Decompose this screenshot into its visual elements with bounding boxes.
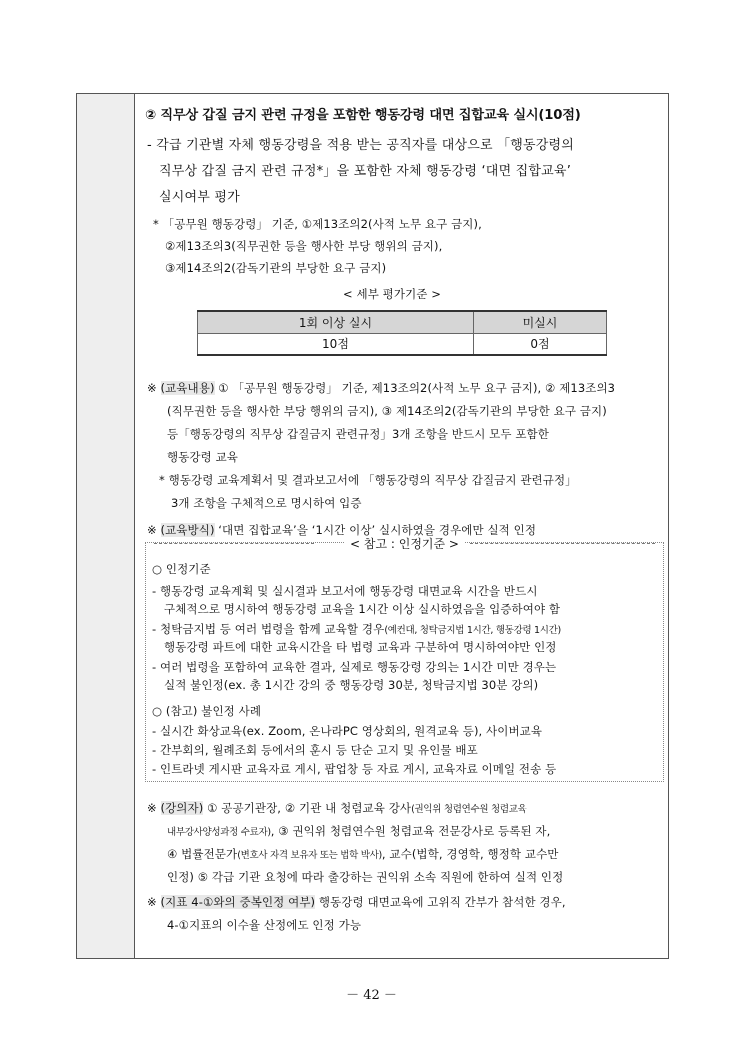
criteria-value-implemented: 10점 [198,333,474,355]
criteria-value-not-implemented: 0점 [473,333,606,355]
criteria-value-row [198,333,607,355]
reference-title-wrap [146,535,663,552]
recognized-line-3 [152,621,561,637]
page-number: － 42 － [346,988,397,1003]
recognized-line-4: 행동강령 파트에 대한 교육시간을 타 법령 교육과 구분하여 명시하여야만 인정 [164,640,557,654]
footnote-line-1: * 「공무원 행동강령」 기준, ①제13조의2(사적 노무 요구 금지), [153,217,482,231]
lecturer-line-4: 인정) ⑤ 각급 기관 요청에 따라 출강하는 권익위 소속 직원에 한하여 실적 인정 [167,870,564,884]
edu-content-line-1 [147,380,615,396]
edu-content-note-1: * 행동강령 교육계획서 및 결과보고서에 「행동강령의 직무상 갑질금지 관련규정」 [159,473,577,487]
section-title: ② 직무상 갑질 금지 관련 규정을 포함한 행동강령 대면 집합교육 실시(10점) [145,108,581,123]
edu-method-text: ‘대면 집합교육’을 ‘1시간 이상’ 실시하였을 경우에만 실적 인정 [218,523,537,537]
intro-line-1: - 각급 기관별 자체 행동강령을 적용 받는 공직자를 대상으로 「행동강령의 [147,138,575,153]
duplicate-label: (지표 4-①와의 중복인정 여부) [160,895,316,909]
lecturer-mark: ※ [147,801,157,815]
criteria-caption: < 세부 평가기준 > [343,287,441,301]
lecturer-line-1 [147,800,527,816]
duplicate-text-1: 행동강령 대면교육에 고위직 간부가 참석한 경우, [318,895,566,909]
criteria-header-row [198,311,607,333]
lecturer-text-2-paren: 내부강사양성과정 수료자) [167,827,271,838]
left-label-column [77,94,135,958]
edu-content-line-3: 등「행동강령의 직무상 갑질금지 관련규정」3개 조항을 반드시 모두 포함한 [167,427,549,441]
unrecognized-line-2: - 간부회의, 월례조회 등에서의 훈시 등 단순 고지 및 유인물 배포 [152,743,478,757]
unrecognized-line-1: - 실시간 화상교육(ex. Zoom, 온나라PC 영상회의, 원격교육 등), 사이버교육 [152,724,543,738]
duplicate-line-1 [147,894,566,910]
lecturer-text-3: ④ 법률전문가 [167,847,238,861]
recognized-line-3-example: (예컨대, 청탁금지법 1시간, 행동강령 1시간) [384,625,561,636]
lecturer-label: (강의자) [160,801,204,815]
unrecognized-heading: ○ (참고) 불인정 사례 [152,704,262,718]
criteria-header-not-implemented: 미실시 [473,311,606,333]
recognized-line-3-text: - 청탁금지법 등 여러 법령을 함께 교육할 경우 [152,622,385,636]
lecturer-text-3-paren: (변호사 자격 보유자 또는 법학 박사) [237,850,382,861]
duplicate-line-2: 4-①지표의 이수율 산정에도 인정 가능 [167,918,362,932]
unrecognized-line-3: - 인트라넷 게시판 교육자료 게시, 팝업창 등 자료 게시, 교육자료 이메일 전송 등 [152,762,557,776]
edu-content-text-1: ① 「공무원 행동강령」 기준, 제13조의2(사적 노무 요구 금지), ② 제13조의3 [218,381,616,395]
edu-content-note-2: 3개 조항을 구체적으로 명시하여 입증 [171,496,362,510]
lecturer-text-1-paren: (권익위 청렴연수원 청렴교육 [411,804,527,815]
recognized-line-1: - 행동강령 교육계획 및 실시결과 보고서에 행동강령 대면교육 시간을 반드시 [152,584,538,598]
edu-method-mark: ※ [147,523,157,537]
recognized-line-6: 실적 불인정(ex. 총 1시간 강의 중 행동강령 30분, 청탁금지법 30분 강의) [164,678,539,692]
lecturer-text-3-tail: , 교수(법학, 경영학, 행정학 교수만 [381,847,559,861]
reference-box [145,537,664,782]
footnote-line-2: ②제13조의3(직무권한 등을 행사한 부당 행위의 금지), [165,239,443,253]
lecturer-line-2 [167,823,550,839]
content-area [145,94,662,958]
intro-line-3: 실시여부 평가 [159,190,240,205]
criteria-table [197,310,607,356]
recognized-heading: ○ 인정기준 [152,562,211,576]
edu-content-mark: ※ [147,381,157,395]
lecturer-line-3 [167,846,559,862]
duplicate-mark: ※ [147,895,157,909]
edu-content-line-4: 행동강령 교육 [167,450,239,464]
edu-method-label: (교육방식) [160,523,215,537]
recognized-line-2: 구체적으로 명시하여 행동강령 교육을 1시간 이상 실시하였음을 입증하여야 함 [164,602,561,616]
document-frame [76,93,669,959]
reference-title: < 참고 : 인정기준 > [344,537,465,551]
lecturer-text-2: , ③ 권익위 청렴연수원 청렴교육 전문강사로 등록된 자, [270,824,551,838]
criteria-header-implemented: 1회 이상 실시 [198,311,474,333]
lecturer-text-1: ① 공공기관장, ② 기관 내 청렴교육 강사 [207,801,412,815]
footnote-line-3: ③제14조의2(감독기관의 부당한 요구 금지) [165,261,387,275]
edu-content-line-2: (직무권한 등을 행사한 부당 행위의 금지), ③ 제14조의2(감독기관의 부당한 요구 금지) [167,404,607,418]
intro-line-2: 직무상 갑질 금지 관련 규정*」을 포함한 자체 행동강령 ‘대면 집합교육’ [159,164,572,179]
edu-content-label: (교육내용) [160,381,215,395]
recognized-line-5: - 여러 법령을 포함하여 교육한 결과, 실제로 행동강령 강의는 1시간 미만 경우는 [152,660,557,674]
